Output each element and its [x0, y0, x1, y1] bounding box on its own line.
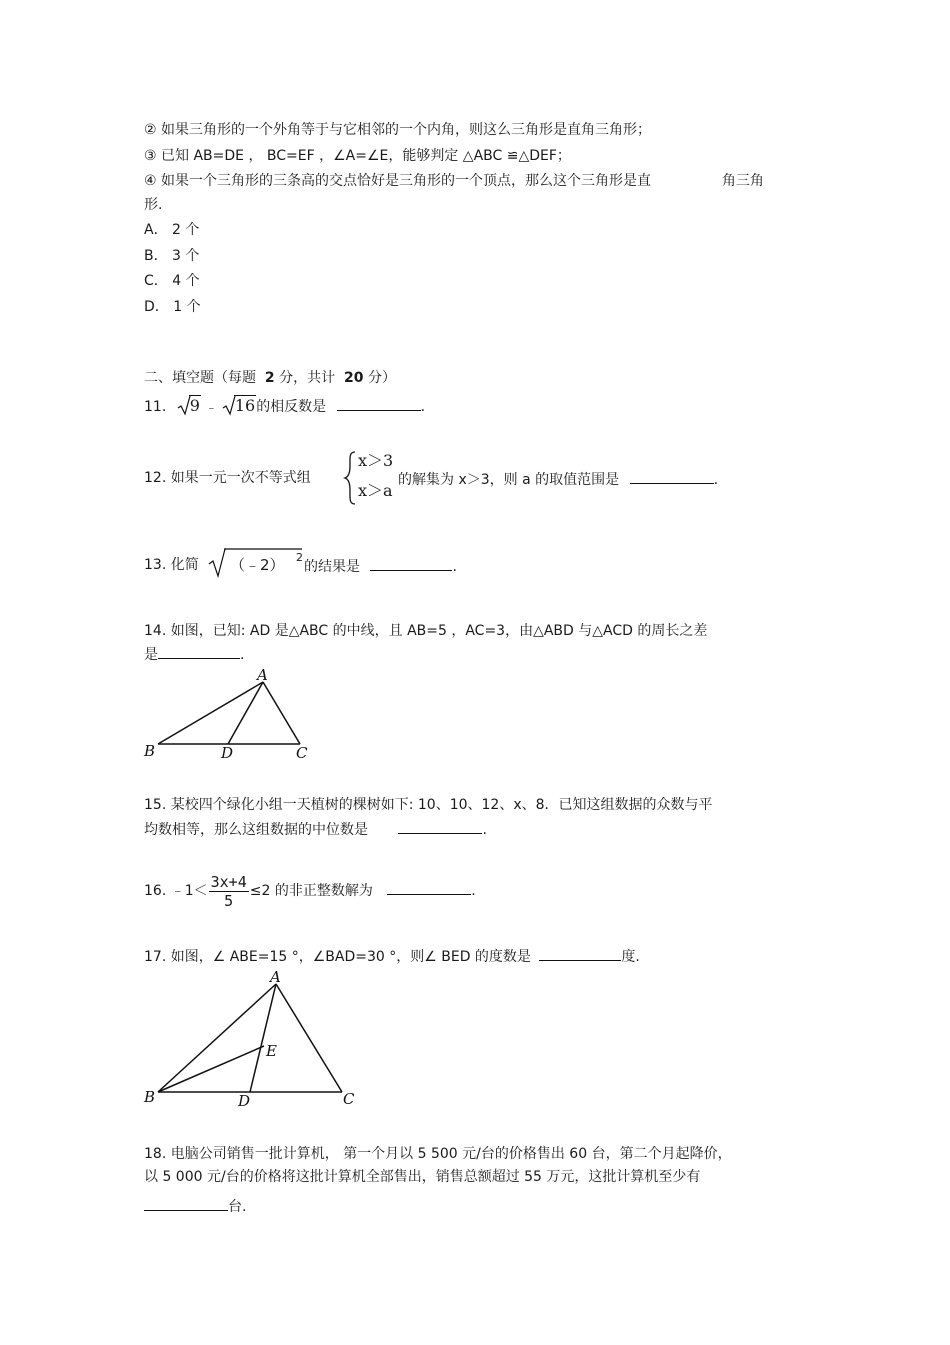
radical-bar: [224, 546, 304, 552]
sqrt-9: 9: [177, 394, 201, 419]
statement-4: [144, 172, 764, 190]
label-a: A: [257, 666, 268, 684]
brace-icon: [342, 450, 358, 506]
answer-blank[interactable]: [630, 469, 714, 484]
option-c: C． 4 个: [144, 273, 200, 289]
label-c: C: [296, 744, 308, 762]
label-d: D: [221, 744, 234, 762]
system-row-1: x＞3: [358, 451, 394, 470]
label-b: B: [144, 742, 156, 760]
question-18-continued: 以 5 000 元/台的价格将这批计算机全部售出，销售总额超过 55 万元，这批计算机至少有: [144, 1169, 701, 1185]
system-row-2: x＞a: [358, 481, 393, 500]
fraction: $\frac{3x+4}{5}$: [210, 872, 247, 910]
answer-blank[interactable]: [370, 556, 452, 571]
question-14: 14. 如图，已知: AD 是△ABC 的中线，且 AB=5 ，AC=3，由△ABD 与△ACD 的周长之差: [144, 623, 708, 639]
option-d: D． 1 个: [144, 299, 201, 315]
question-13-continued: 的结果是 .: [304, 556, 457, 576]
question-12-continued: 的解集为 x＞3，则 a 的取值范围是 .: [398, 469, 718, 489]
statement-4-text-end: 角三角: [721, 173, 764, 189]
question-17: 17. 如图，∠ ABE=15 °，∠BAD=30 °，则∠ BED 的度数是 度.: [144, 946, 640, 966]
answer-blank[interactable]: [398, 819, 482, 834]
statement-4-text: ④ 如果一个三角形的三条高的交点恰好是三角形的一个顶点，那么这个三角形是直: [144, 173, 651, 189]
question-15-continued: 均数相等，那么这组数据的中位数是 .: [144, 819, 487, 839]
statement-3: ③ 已知 AB=DE ， BC=EF ，∠A=∠E，能够判定 △ABC ≌△DEF；: [144, 148, 571, 164]
option-a: A． 2 个: [144, 222, 200, 238]
answer-blank[interactable]: [144, 1196, 228, 1211]
triangle-abc-figure: [140, 666, 320, 762]
question-15: 15. 某校四个绿化小组一天植树的棵树如下: 10、10、12、x、8．已知这组数据的众数与平: [144, 797, 713, 813]
label-a: A: [270, 968, 281, 986]
label-e: E: [266, 1042, 277, 1060]
question-16: 16. ﹣1＜ $\frac{3x+4}{5}$ ≤2 的非正整数解为 .: [144, 872, 476, 910]
question-14-continued: 是 .: [144, 644, 244, 664]
label-b: B: [144, 1088, 156, 1106]
section-heading: 二、填空题（每题 2 分，共计 20 分）: [144, 370, 396, 386]
radicand: （﹣2）: [230, 556, 285, 574]
question-11: 11. 9 ﹣ 16的相反数是 .: [144, 394, 425, 419]
answer-blank[interactable]: [337, 396, 421, 411]
label-c: C: [343, 1090, 355, 1108]
question-13: 13. 化简: [144, 557, 199, 573]
question-18-end: 台.: [144, 1196, 246, 1216]
question-18: 18. 电脑公司销售一批计算机， 第一个月以 5 500 元/台的价格售出 60 台，第二个月起降价，: [144, 1146, 732, 1162]
answer-blank[interactable]: [158, 644, 240, 659]
statement-4-continued: 形.: [144, 197, 163, 213]
sqrt-16: 16: [222, 394, 256, 419]
option-b: B． 3 个: [144, 248, 200, 264]
answer-blank[interactable]: [539, 946, 621, 961]
radical-sign-icon: [222, 394, 236, 416]
label-d: D: [238, 1092, 251, 1110]
triangle-abe-figure: [140, 966, 365, 1110]
answer-blank[interactable]: [387, 880, 471, 895]
statement-2: ② 如果三角形的一个外角等于与它相邻的一个内角，则这么三角形是直角三角形；: [144, 122, 651, 138]
question-12: 12. 如果一元一次不等式组: [144, 470, 311, 486]
exponent: 2: [296, 551, 303, 564]
radical-sign-icon: [177, 394, 191, 416]
